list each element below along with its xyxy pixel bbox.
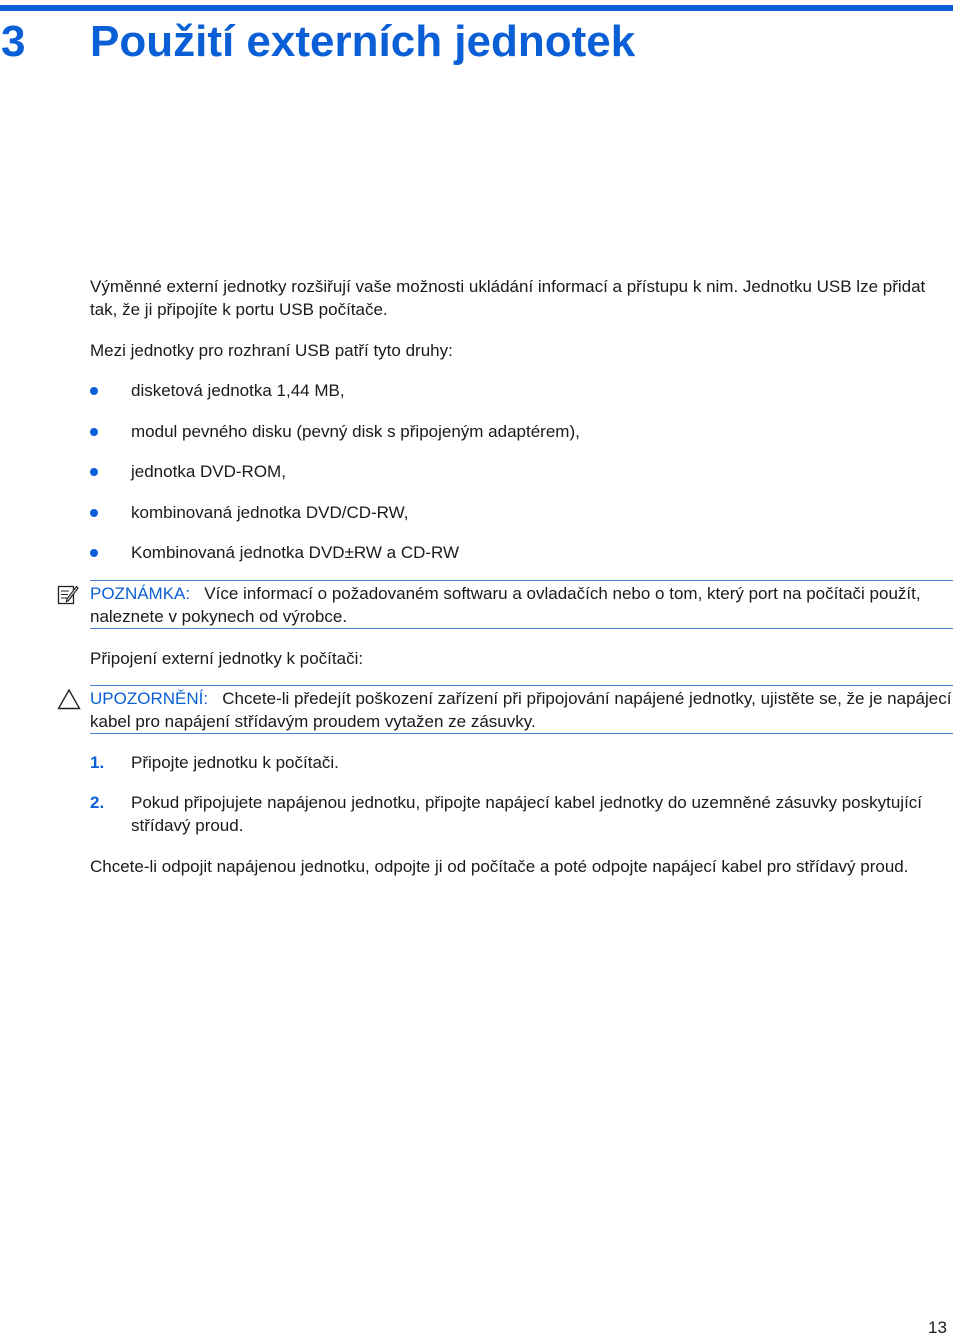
bullet-icon [90, 509, 98, 517]
step-text: Připojte jednotku k počítači. [131, 753, 339, 772]
chapter-number: 3 [1, 17, 26, 66]
step-text: Pokud připojujete napájenou jednotku, připojte napájecí kabel jednotky do uzemněné zásuvky poskytující střídavý proud. [131, 793, 923, 835]
list-item [90, 460, 954, 501]
bullet-icon [90, 549, 98, 557]
caution-label: UPOZORNĚNÍ: [90, 689, 209, 708]
note-label: POZNÁMKA: [90, 584, 191, 603]
list-item-text: modul pevného disku (pevný disk s připojeným adaptérem), [131, 421, 580, 441]
bullet-icon [90, 468, 98, 476]
page-number: 13 [928, 1318, 947, 1337]
caution-text: Chcete-li předejít poškození zařízení při připojování napájené jednotky, ujistěte se, že je napájecí kabel pro napájení střídavým proudem vytažen ze zásuvky. [90, 689, 952, 731]
list-item-text: Kombinovaná jednotka DVD±RW a CD-RW [131, 543, 460, 562]
note-box [90, 580, 953, 629]
connect-intro: Připojení externí jednotky k počítači: [90, 649, 364, 668]
drive-types-list [90, 379, 954, 582]
list-item-text: disketová jednotka 1,44 MB, [131, 381, 345, 400]
note-text: Více informací o požadovaném softwaru a ovladačích nebo o tom, který port na počítači použít, naleznete v pokynech od výrobce. [90, 584, 921, 626]
drive-types-intro: Mezi jednotky pro rozhraní USB patří tyto druhy: [90, 341, 453, 360]
step-number: 2. [90, 793, 105, 812]
chapter-title: Použití externích jednotek [90, 17, 636, 66]
bullet-icon [90, 387, 98, 395]
intro-paragraph: Výměnné externí jednotky rozšiřují vaše možnosti ukládání informací a přístupu k nim. Jednotku USB lze přidat tak, že ji připojíte k portu USB počítače. [90, 277, 926, 319]
caution-content [90, 687, 953, 733]
list-item [90, 541, 954, 582]
caution-box [90, 685, 953, 734]
list-item [90, 420, 954, 461]
list-item-text: jednotka DVD-ROM, [131, 462, 286, 481]
note-content [90, 582, 953, 628]
list-item-text: kombinovaná jednotka DVD/CD-RW, [131, 502, 409, 522]
caution-triangle-icon [57, 688, 81, 710]
note-pencil-icon [57, 583, 79, 605]
disconnect-paragraph: Chcete-li odpojit napájenou jednotku, odpojte ji od počítače a poté odpojte napájecí kabel pro střídavý proud. [90, 857, 909, 876]
list-item [90, 501, 954, 542]
step-number: 1. [90, 753, 105, 772]
top-rule [0, 5, 953, 11]
bullet-icon [90, 428, 98, 436]
list-item [90, 379, 954, 420]
